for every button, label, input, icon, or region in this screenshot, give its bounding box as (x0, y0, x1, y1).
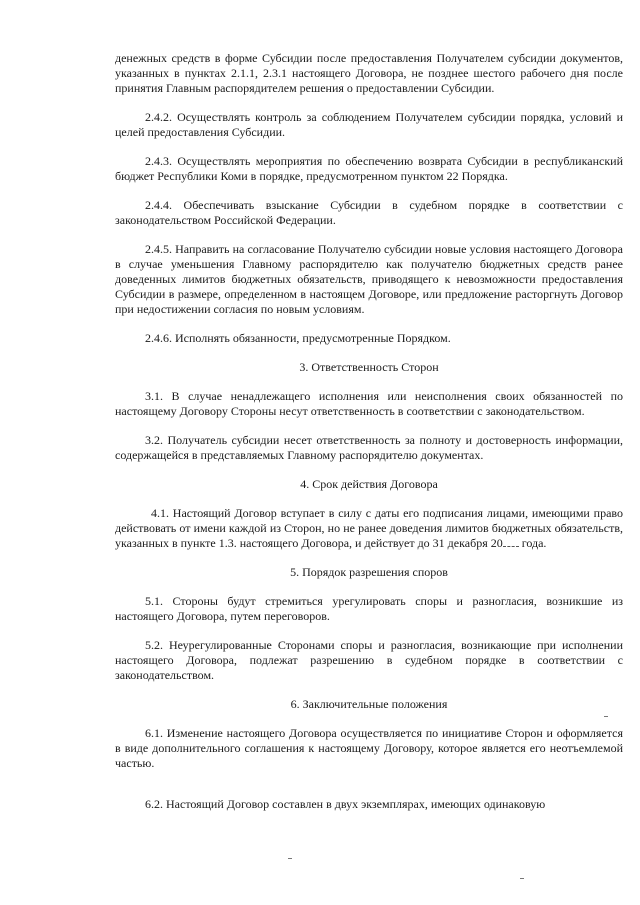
paragraph-continuation: денежных средств в форме Субсидии после предоставления Получателем субсидии документов, указанных в пунктах 2.1.1, 2.3.1 настоящего Договора, не позднее шестого рабочего дня после принятия Главным распорядителем решения о предоставлении Субсидии. (115, 51, 623, 95)
paragraph-5-1: 5.1. Стороны будут стремиться урегулировать споры и разногласия, возникшие из настоящего Договора, путем переговоров. (115, 594, 623, 623)
paragraph-5-2: 5.2. Неурегулированные Сторонами споры и разногласия, возникающие при исполнении настоящего Договора, подлежат разрешению в судебном порядке в соответствии с законодательством. (115, 638, 623, 682)
section-heading-3: 3. Ответственность Сторон (299, 360, 439, 374)
paragraph-2-4-6: 2.4.6. Исполнять обязанности, предусмотренные Порядком. (145, 331, 451, 345)
scan-mark (604, 716, 608, 717)
paragraph-2-4-2: 2.4.2. Осуществлять контроль за соблюдением Получателем субсидии порядка, условий и целей предоставления Субсидии. (115, 110, 623, 139)
paragraph-2-4-4: 2.4.4. Обеспечивать взыскание Субсидии в судебном порядке в соответствии с законодательством Российской Федерации. (115, 198, 623, 227)
section-heading-5: 5. Порядок разрешения споров (290, 565, 448, 579)
section-heading-4: 4. Срок действия Договора (300, 477, 438, 491)
paragraph-4-1-end: года. (518, 536, 547, 550)
paragraph-2-4-3: 2.4.3. Осуществлять мероприятия по обеспечению возврата Субсидии в республиканский бюджет Республики Коми в порядке, предусмотренном пунктом 22 Порядка. (115, 154, 623, 183)
section-heading-6: 6. Заключительные положения (290, 697, 448, 711)
paragraph-3-2: 3.2. Получатель субсидии несет ответственность за полноту и достоверность информации, содержащейся в представляемых Главному распорядителю документах. (115, 433, 623, 462)
paragraph-6-1: 6.1. Изменение настоящего Договора осуществляется по инициативе Сторон и оформляется в виде дополнительного соглашения к настоящему Договору, которое является его неотъемлемой частью. (115, 726, 623, 770)
document-body (115, 51, 623, 812)
paragraph-6-2: 6.2. Настоящий Договор составлен в двух экземплярах, имеющих одинаковую (145, 797, 546, 811)
scan-mark (288, 858, 292, 859)
paragraph-4-1 (115, 506, 623, 551)
year-blank (503, 537, 519, 547)
paragraph-3-1: 3.1. В случае ненадлежащего исполнения или неисполнения своих обязанностей по настоящему Договору Стороны несут ответственность в соответствии с законодательством. (115, 389, 623, 418)
scan-mark (520, 878, 524, 879)
paragraph-2-4-5: 2.4.5. Направить на согласование Получателю субсидии новые условия настоящего Договора в случае уменьшения Главному распорядителю как получателю бюджетных средств ранее доведенных лимитов бюджетных обязательств, приводящего к невозможности предоставления Субсидии в размере, определенном в настоящем Договоре, или предложение расторгнуть Договор при недостижении согласия по новым условиям. (115, 242, 623, 316)
paragraph-4-1-text: 4.1. Настоящий Договор вступает в силу с даты его подписания лицами, имеющими право действовать от имени каждой из Сторон, но не ранее доведения лимитов бюджетных обязательств, указанных в пункте 1.3. настоящего Договора, и действует до 31 декабря 20 (115, 506, 623, 550)
